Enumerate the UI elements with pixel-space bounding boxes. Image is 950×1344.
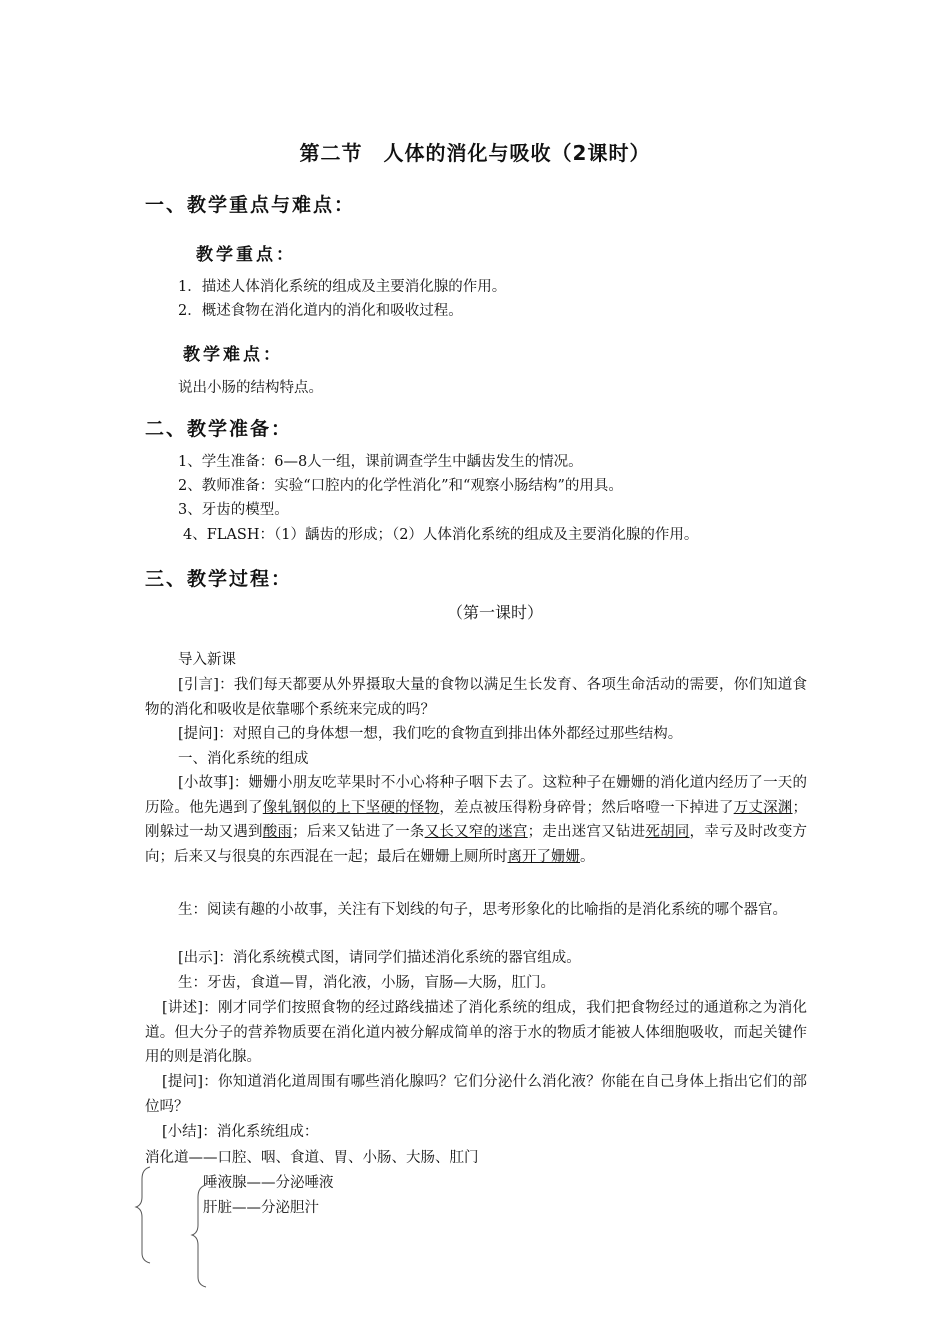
story-text-7: 。 bbox=[580, 848, 595, 865]
story-underline-5: 死胡同 bbox=[645, 824, 690, 840]
story-text-6: ，幸亏及时改变方向；后来又与很臭的东西混在一起；最后在姗姗上厕所时 bbox=[145, 824, 808, 865]
story-text-3: ；刚躲过一劫又遇到 bbox=[145, 799, 808, 840]
prep-item-2: 2、教师准备：实验“口腔内的化学性消化”和“观察小肠结构”的用具。 bbox=[178, 478, 623, 494]
brace-bracket-icon bbox=[130, 1165, 220, 1295]
quote-paragraph: [引言]：我们每天都要从外界摄取大量的食物以满足生长发育、各项生命活动的需要，你们知道食物的消化和吸收是依靠哪个系统来完成的吗？ bbox=[145, 677, 807, 718]
subheading-digestive-system: 一、消化系统的组成 bbox=[178, 751, 309, 767]
key-point-2: 2．概述食物在消化道内的消化和吸收过程。 bbox=[178, 303, 463, 319]
difficulty-heading: 教学难点： bbox=[183, 345, 283, 365]
question-1: [提问]：对照自己的身体想一想，我们吃的食物直到排出体外都经过那些结构。 bbox=[178, 726, 683, 742]
difficulty-text: 说出小肠的结构特点。 bbox=[178, 380, 323, 396]
student-answer-line: 生：牙齿，食道—胃，消化液，小肠，盲肠—大肠，肛门。 bbox=[178, 975, 555, 991]
lecture-paragraph: [讲述]：刚才同学们按照食物的经过路线描述了消化系统的组成，我们把食物经过的通道称之为消化道。但大分子的营养物质要在消化道内被分解成简单的溶于水的物质才能被人体细胞吸收，而起关键作用的则是消化腺。 bbox=[145, 1000, 807, 1065]
prep-item-1: 1、学生准备：6—8人一组，课前调查学生中龋齿发生的情况。 bbox=[178, 454, 583, 470]
section-3-heading: 三、教学过程： bbox=[145, 568, 293, 590]
lesson-label: （第一课时） bbox=[446, 603, 543, 622]
story-text-4: ；后来又钻进了一条 bbox=[292, 824, 425, 840]
story-paragraph bbox=[145, 771, 807, 869]
story-underline-4: 又长又窄的迷宫 bbox=[424, 824, 528, 840]
section-2-heading: 二、教学准备： bbox=[145, 418, 293, 440]
key-points-heading: 教学重点： bbox=[196, 245, 296, 265]
digestive-tract-line: 消化道——口腔、咽、食道、胃、小肠、大肠、肛门 bbox=[145, 1150, 479, 1166]
story-text-2: ，差点被压得粉身碎骨；然后咯噔一下掉进了 bbox=[439, 799, 734, 816]
prep-item-4: 4、FLASH：（1）龋齿的形成；（2）人体消化系统的组成及主要消化腺的作用。 bbox=[183, 527, 699, 543]
question-2-paragraph: [提问]：你知道消化道周围有哪些消化腺吗？它们分泌什么消化液？你能在自己身体上指出它们的部位吗？ bbox=[145, 1074, 807, 1115]
intro-label: 导入新课 bbox=[178, 652, 236, 668]
key-point-1: 1．描述人体消化系统的组成及主要消化腺的作用。 bbox=[178, 279, 507, 295]
gland-liver: 肝脏——分泌胆汁 bbox=[203, 1200, 319, 1216]
story-text-1: [小故事]：姗姗小朋友吃苹果时不小心将种子咽下去了。这粒种子在姗姗的消化道内经历了一天的历险。他先遇到了 bbox=[145, 775, 807, 816]
section-1-heading: 一、教学重点与难点： bbox=[145, 194, 356, 216]
summary-line: [小结]：消化系统组成： bbox=[162, 1124, 319, 1140]
student-reading-paragraph: 生：阅读有趣的小故事，关注有下划线的句子，思考形象化的比喻指的是消化系统的哪个器官。 bbox=[178, 902, 787, 918]
gland-salivary: 唾液腺——分泌唾液 bbox=[203, 1175, 334, 1191]
story-underline-2: 万丈深渊 bbox=[733, 799, 793, 816]
show-diagram-line: [出示]：消化系统模式图，请同学们描述消化系统的器官组成。 bbox=[178, 950, 581, 966]
prep-item-3: 3、牙齿的模型。 bbox=[178, 502, 289, 518]
story-underline-1: 像轧钢似的上下坚硬的怪物 bbox=[262, 799, 440, 816]
document-title: 第二节 人体的消化与吸收（2课时） bbox=[299, 141, 651, 165]
story-underline-6: 离开了姗姗 bbox=[507, 848, 580, 865]
story-text-5: ；走出迷宫又钻进 bbox=[527, 824, 646, 840]
story-underline-3: 酸雨 bbox=[262, 824, 293, 840]
